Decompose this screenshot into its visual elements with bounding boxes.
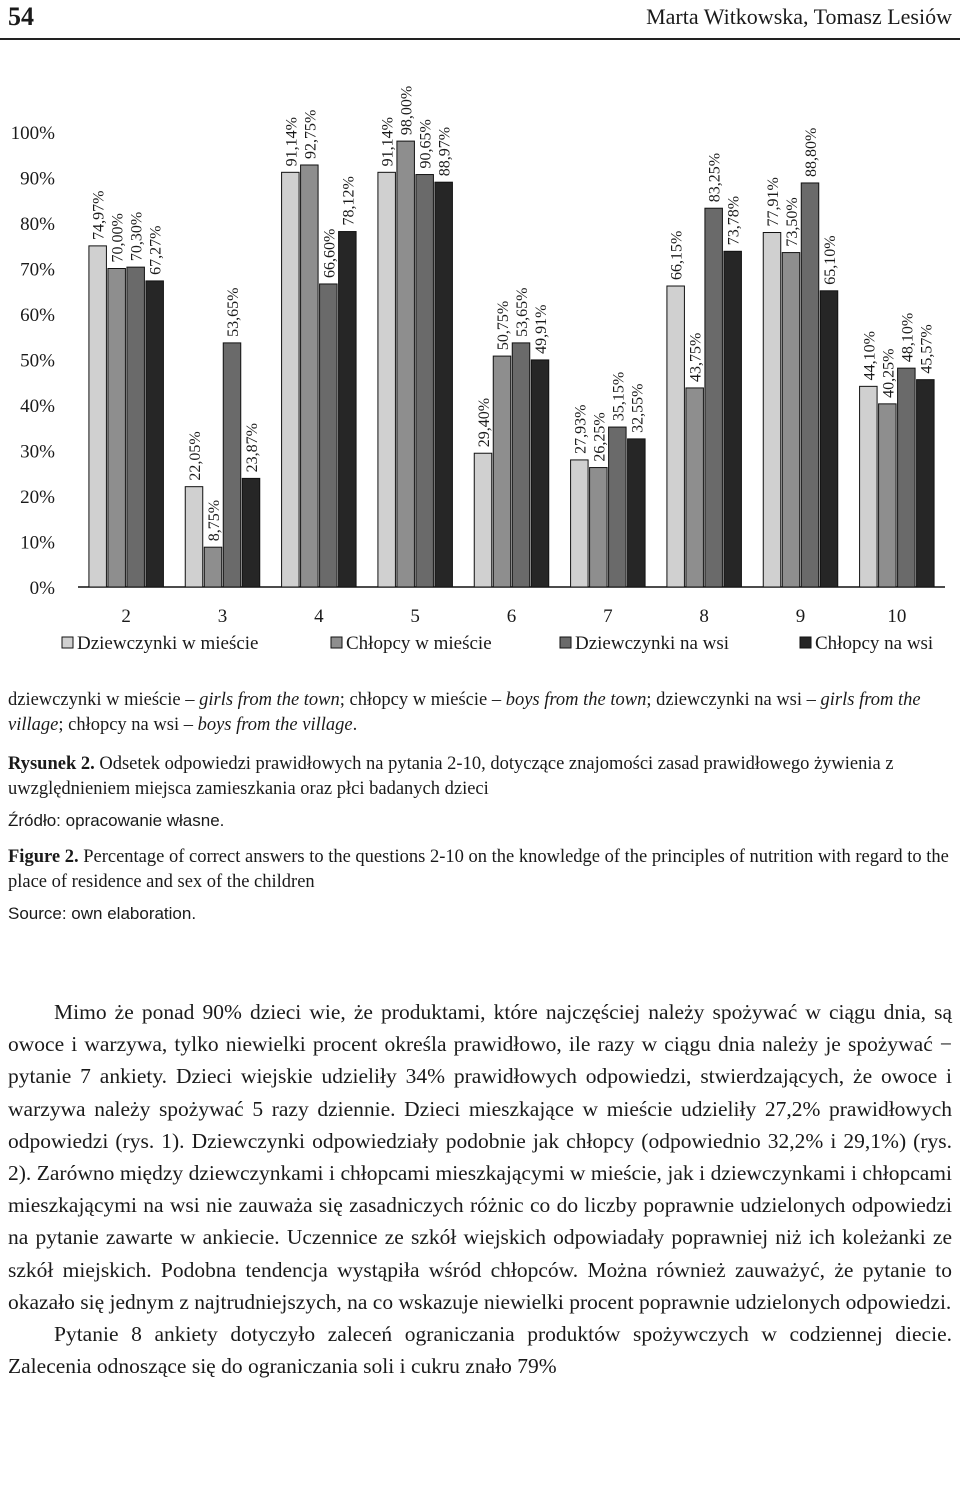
y-tick-label: 50% — [20, 350, 55, 372]
bar — [860, 386, 878, 587]
bar — [474, 453, 492, 587]
legend-pl-3: dziewczynki na wsi — [656, 690, 803, 710]
figure-caption-pl — [8, 752, 952, 802]
bar — [609, 427, 627, 587]
x-tick-label: 10 — [887, 606, 907, 627]
legend-en-1: girls from the town — [199, 690, 340, 710]
page-header — [0, 0, 960, 40]
bar — [185, 487, 203, 587]
legend-translation: dziewczynki w mieście – girls from the town; chłopcy w mieście – boys from the town; dziewczynki na wsi – girls from the village; chłopcy na wsi – boys from the village. — [8, 690, 921, 735]
x-tick-label: 8 — [699, 606, 709, 627]
bar — [898, 368, 916, 587]
y-tick-label: 10% — [20, 532, 55, 554]
data-label: 8,75% — [206, 499, 223, 542]
legend-pl-2: chłopcy w mieście — [349, 690, 488, 710]
bar — [531, 360, 549, 587]
legend-label: Dziewczynki w mieście — [77, 633, 259, 654]
bar — [146, 281, 164, 587]
bar — [801, 183, 819, 587]
bar — [416, 175, 434, 587]
legend-pl-1: dziewczynki w mieście — [8, 690, 181, 710]
bar — [667, 286, 685, 587]
figure-text-en: Percentage of correct answers to the questions 2-10 on the knowledge of the principles of nutrition with regard to the place of residence and sex of the children — [8, 847, 949, 892]
figure-text-pl: Odsetek odpowiedzi prawidłowych na pytania 2-10, dotyczące znajomości zasad prawidłowego żywienia z uwzględnieniem miejsca zamieszkania oraz płci badanych dzieci — [8, 754, 894, 799]
data-label: 53,65% — [225, 287, 242, 337]
x-tick-label: 5 — [410, 606, 420, 627]
bar — [590, 468, 608, 587]
legend-swatch — [331, 637, 342, 648]
legend-swatch — [800, 637, 811, 648]
data-label: 50,75% — [495, 300, 512, 351]
dash: – — [185, 690, 195, 710]
data-label: 44,10% — [861, 331, 879, 381]
bar — [301, 165, 319, 587]
data-label: 88,80% — [803, 127, 820, 177]
paragraph: Mimo że ponad 90% dzieci wie, że produktami, które najczęściej należy spożywać w ciągu dnia, są owoce i warzywa, tylko niewielki procent określa prawidłowo, ile razy w ciągu dnia należy je spożywać − pytanie 7 ankiety. Dzieci wiejskie udzieliły 34% prawidłowych odpowiedzi, stwierdzających, że owoce i warzywa należy spożywać 5 razy dziennie. Dzieci mieszkające w mieście udzieliły 27,2% prawidłowych odpowiedzi (rys. 1). Dziewczynki odpowiedziały podobnie jak chłopcy (odpowiednio 32,2% i 29,1%) (rys. 2). Zarówno między dziewczynkami i chłopcami mieszkającymi w mieście, jak i dziewczynkami i chłopcami mieszkającymi na wsi nie zauważa się zasadniczych różnic co do liczby poprawnie udzielonych odpowiedzi na pytanie zawarte w ankiecie. Uczennice ze szkół wiejskich odpowiadały poprawniej niż ich koleżanki ze szkół miejskich. Podobna tendencja wystąpiła wśród chłopców. Można również zauważyć, że pytanie to okazało się jednym z najtrudniejszych, na co wskazuje niewielki procent poprawnie udzielonych odpowiedzi. — [8, 1000, 952, 1314]
bar — [879, 404, 897, 587]
running-head: Marta Witkowska, Tomasz Lesiów — [646, 4, 952, 29]
data-label: 78,12% — [340, 176, 358, 226]
data-label: 49,91% — [533, 304, 550, 354]
bar — [320, 284, 338, 587]
bar — [397, 141, 415, 587]
legend-en-3: girls from the village — [8, 690, 921, 735]
data-label: 43,75% — [687, 332, 705, 382]
figure-label-en: Figure 2. — [8, 847, 79, 867]
data-label: 77,91% — [765, 177, 782, 227]
data-label: 35,15% — [610, 371, 628, 422]
data-label: 98,00% — [398, 85, 416, 136]
bar — [282, 172, 300, 587]
x-tick-label: 9 — [795, 606, 806, 627]
y-tick-label: 70% — [20, 259, 55, 281]
y-tick-label: 60% — [20, 305, 55, 326]
x-tick-label: 4 — [314, 606, 324, 627]
source-pl: Źródło: opracowanie własne. — [8, 811, 225, 830]
page-number: 54 — [8, 2, 34, 31]
legend-label: Dziewczynki na wsi — [575, 633, 730, 654]
data-label: 88,97% — [436, 126, 454, 177]
data-label: 26,25% — [591, 412, 609, 462]
data-label: 29,40% — [476, 397, 493, 448]
data-label: 66,15% — [668, 230, 686, 281]
dash: – — [491, 690, 502, 710]
bar — [493, 356, 511, 587]
data-label: 23,87% — [244, 423, 261, 473]
x-tick-label: 3 — [217, 606, 228, 627]
legend-swatch — [560, 637, 571, 648]
figure-caption-en — [8, 845, 952, 895]
bar — [378, 172, 396, 587]
data-label: 22,05% — [187, 431, 204, 481]
bar — [242, 478, 260, 587]
data-label: 74,97% — [90, 190, 108, 240]
bar — [127, 267, 144, 587]
data-label: 32,55% — [629, 383, 647, 433]
data-label: 48,10% — [899, 312, 917, 363]
data-label: 53,65% — [514, 287, 531, 337]
bar — [820, 291, 838, 587]
bar — [339, 232, 357, 587]
legend-en-4: boys from the village — [197, 715, 353, 735]
data-label: 40,25% — [880, 348, 898, 398]
bar — [223, 343, 241, 587]
bar — [89, 246, 107, 587]
y-tick-label: 40% — [20, 396, 55, 417]
paragraph: Pytanie 8 ankiety dotyczyło zaleceń ograniczania produktów spożywczych w codziennej diecie. Zalecenia odnoszące się do ograniczania soli i cukru znało 79% — [8, 1322, 952, 1379]
bar — [435, 182, 453, 587]
bar — [628, 439, 646, 587]
bar — [724, 251, 742, 587]
bar — [686, 388, 704, 587]
data-label: 45,57% — [918, 324, 936, 374]
bar — [204, 547, 222, 587]
dash: – — [183, 715, 193, 735]
bar — [705, 208, 723, 587]
data-label: 70,30% — [128, 211, 146, 262]
data-label: 73,78% — [725, 195, 743, 246]
legend-label: Chłopcy na wsi — [815, 633, 934, 654]
data-label: 83,25% — [706, 152, 724, 203]
source-en: Source: own elaboration. — [8, 904, 197, 923]
x-tick-label: 6 — [506, 606, 517, 627]
bar — [512, 343, 530, 587]
data-label: 92,75% — [302, 109, 320, 159]
bar — [782, 253, 800, 587]
body-text — [8, 996, 952, 1382]
y-tick-label: 80% — [20, 214, 55, 235]
data-label: 66,60% — [321, 228, 339, 278]
data-label: 27,93% — [572, 404, 590, 454]
y-tick-label: 90% — [20, 168, 55, 190]
data-label: 65,10% — [822, 235, 839, 285]
y-tick-label: 100% — [10, 123, 55, 144]
x-tick-label: 2 — [121, 606, 131, 627]
data-label: 73,50% — [784, 197, 801, 247]
dash: – — [806, 690, 816, 710]
figure-caption — [8, 688, 952, 938]
data-label: 70,00% — [109, 213, 127, 263]
legend-label: Chłopcy w mieście — [346, 633, 492, 654]
legend-pl-4: chłopcy na wsi — [68, 715, 180, 735]
x-tick-label: 7 — [603, 606, 613, 627]
bar — [571, 460, 589, 587]
data-label: 90,65% — [417, 119, 435, 169]
data-label: 91,14% — [283, 116, 301, 167]
bar — [763, 233, 781, 587]
legend-swatch — [62, 637, 73, 648]
data-label: 67,27% — [147, 225, 165, 275]
bar-chart — [0, 40, 960, 680]
bar — [108, 269, 126, 588]
figure-label-pl: Rysunek 2. — [8, 754, 95, 774]
y-tick-label: 0% — [29, 578, 55, 599]
y-tick-label: 20% — [20, 487, 55, 508]
legend-en-2: boys from the town — [505, 690, 647, 710]
y-tick-label: 30% — [20, 441, 55, 463]
bar — [917, 380, 935, 587]
data-label: 91,14% — [379, 116, 397, 167]
